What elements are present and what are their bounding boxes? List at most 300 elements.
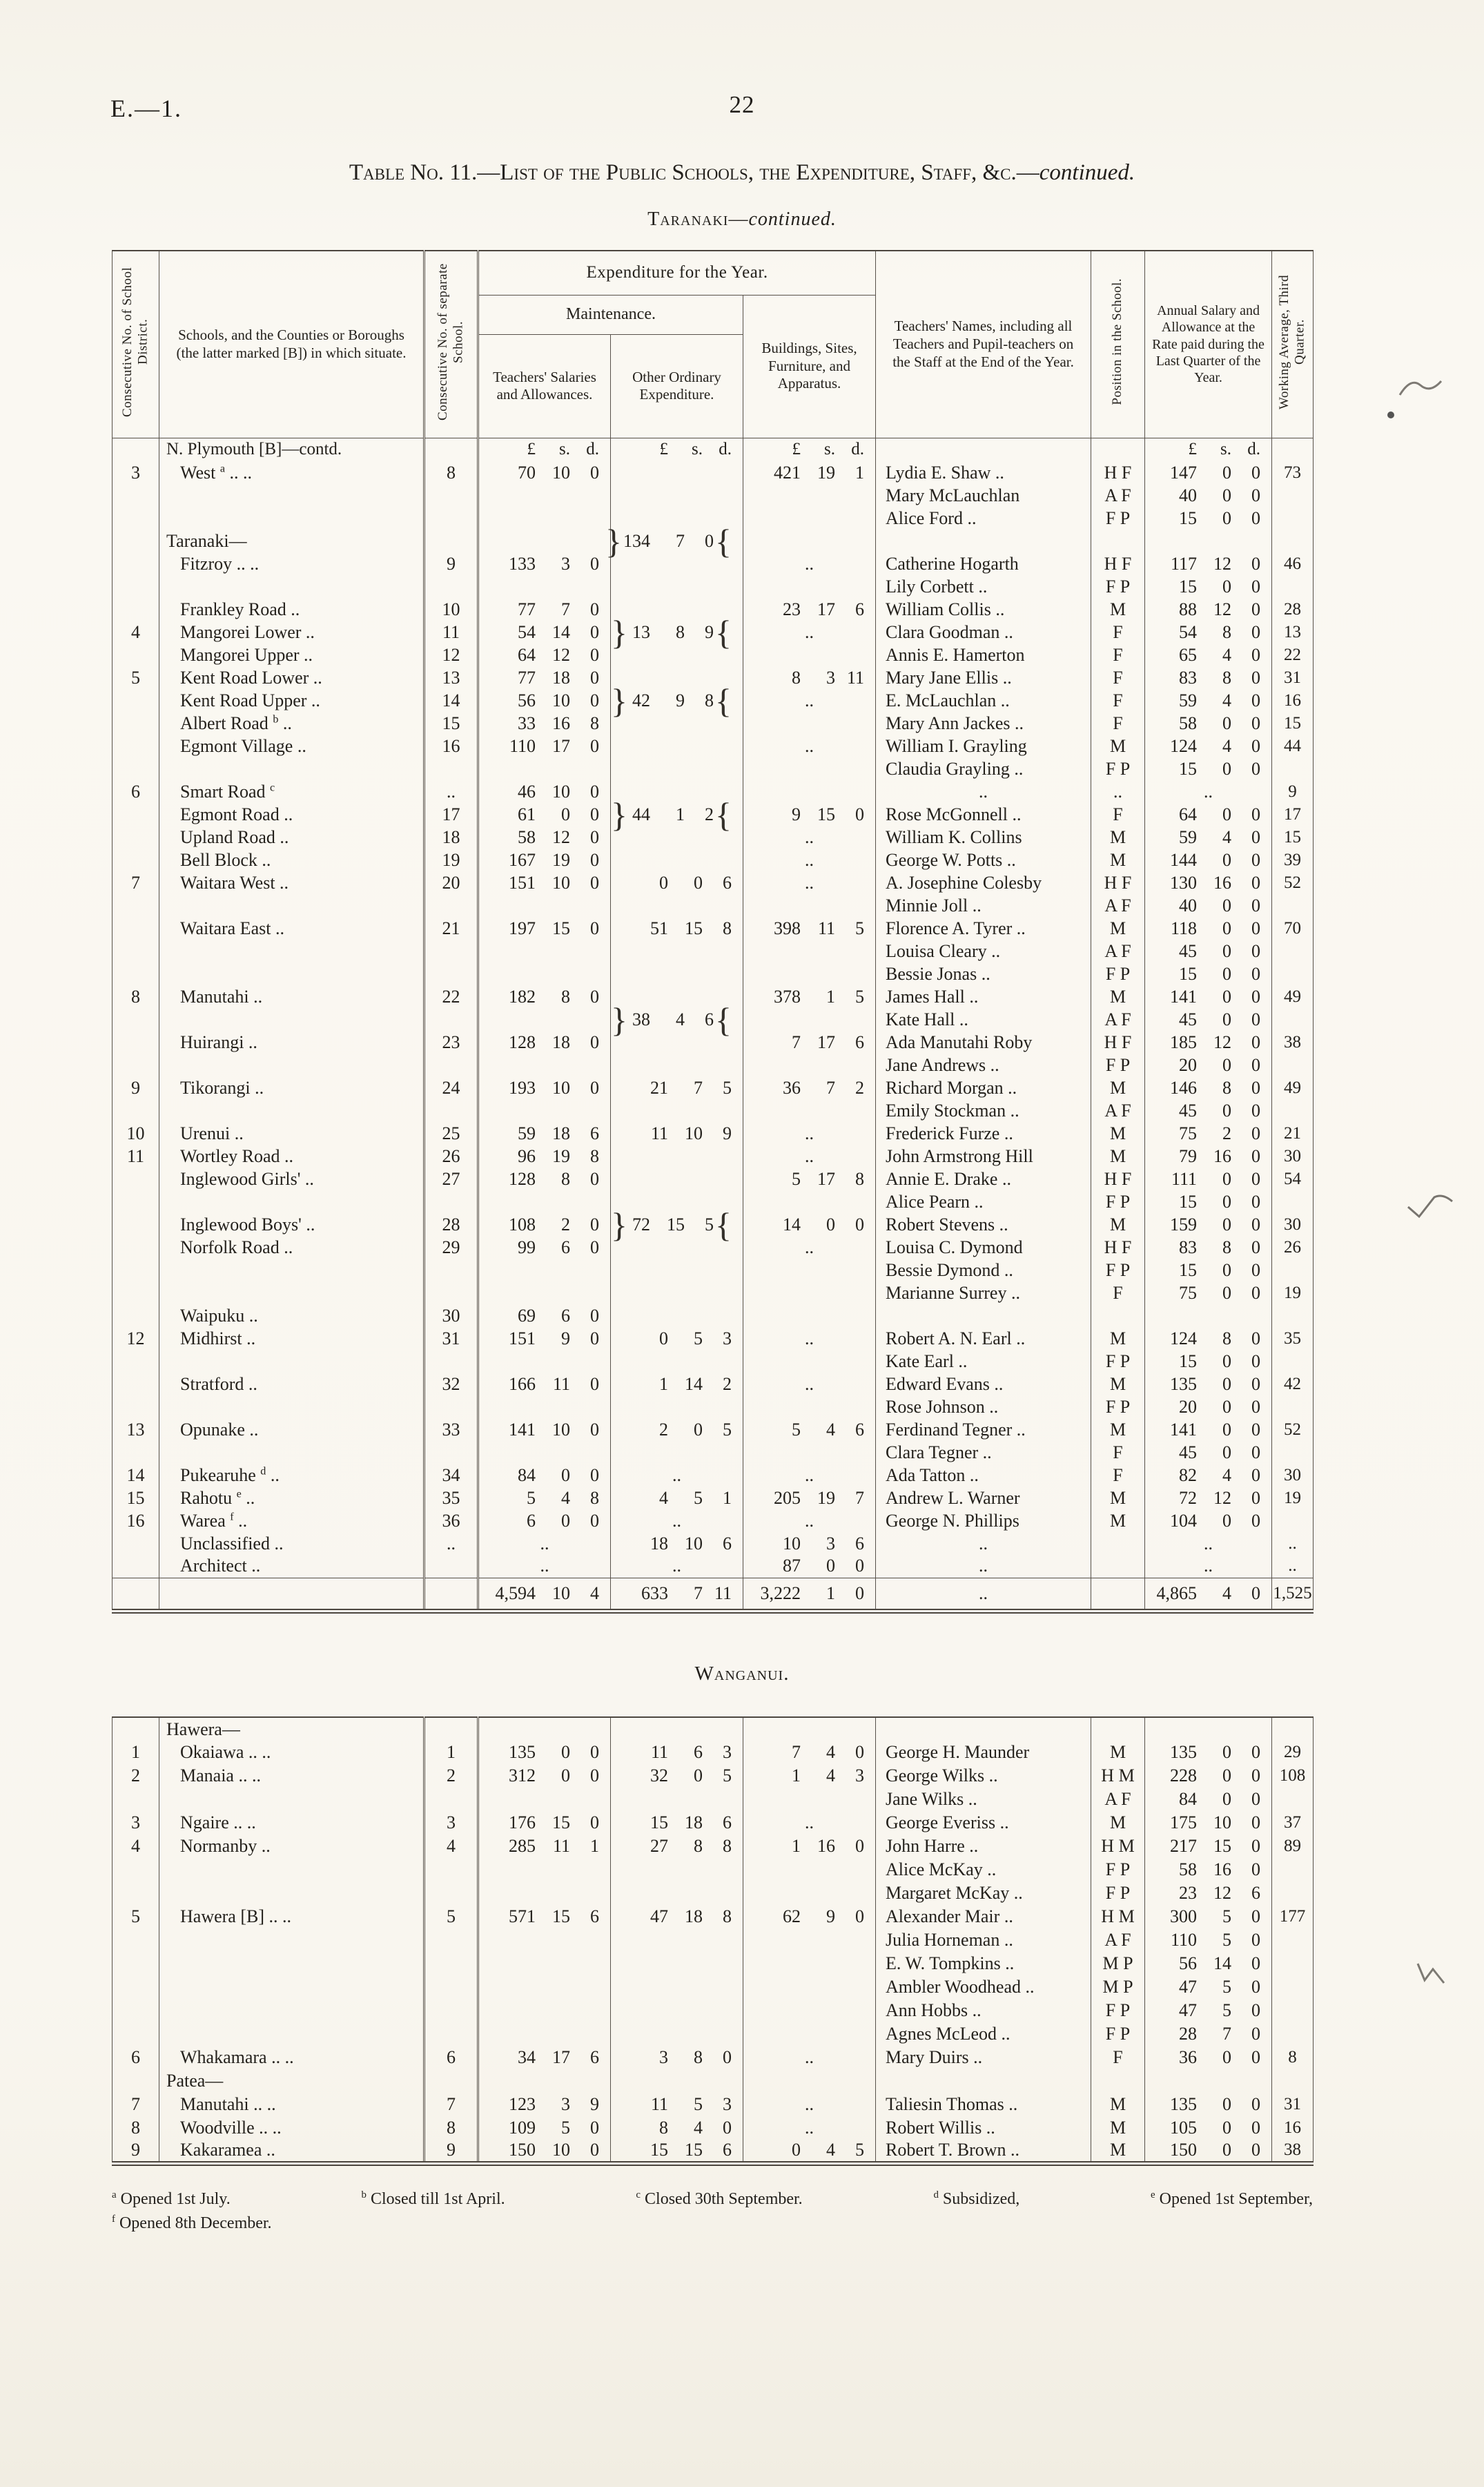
- school-row: [113, 1764, 1314, 1788]
- cell-sal: 135 0 0: [478, 1741, 611, 1764]
- cell-tn: Minnie Joll ..: [876, 894, 1091, 917]
- cell-bld: [743, 1099, 876, 1122]
- school-row: [113, 1555, 1314, 1578]
- footnote: $^d$ Subsidized,: [933, 2189, 1020, 2208]
- teacher-row: [113, 1441, 1314, 1464]
- page-number: 22: [729, 91, 755, 118]
- teacher-row: [113, 1788, 1314, 1811]
- cell-tn: Emily Stockman ..: [876, 1099, 1091, 1122]
- cell-sal: [478, 1952, 611, 1975]
- cell-avg: [1272, 1054, 1314, 1076]
- cell-s: Wortley Road ..: [159, 1145, 424, 1168]
- header-buildings-label: Buildings, Sites, Furniture, and Apparatus.: [761, 340, 857, 392]
- cell-bld: 10 3 6: [743, 1532, 876, 1555]
- cell-asal: [1145, 530, 1272, 552]
- cell-n: 34: [424, 1464, 478, 1487]
- cell-sal: 128 18 0: [478, 1031, 611, 1054]
- teacher-row: [113, 507, 1314, 530]
- cell-sal: [478, 1259, 611, 1281]
- cell-avg: [1272, 575, 1314, 598]
- school-row: [113, 1168, 1314, 1190]
- cell-tn: Annie E. Drake ..: [876, 1168, 1091, 1190]
- cell-d: [113, 575, 159, 598]
- cell-n: 6: [424, 2046, 478, 2069]
- teacher-row: [113, 1952, 1314, 1975]
- cell-bld: ..: [743, 1373, 876, 1395]
- cell-bld: [743, 575, 876, 598]
- cell-d: [113, 1236, 159, 1259]
- cell-tn: Robert Stevens ..: [876, 1213, 1091, 1236]
- cell-bld: 7 17 6: [743, 1031, 876, 1054]
- cell-s: Hawera [B] .. ..: [159, 1905, 424, 1928]
- table-title: [0, 160, 1484, 186]
- footnote: $^b$ Closed till 1st April.: [361, 2189, 505, 2208]
- cell-avg: 16: [1272, 2116, 1314, 2140]
- cell-tn: Mary McLauchlan: [876, 484, 1091, 507]
- cell-avg: 21: [1272, 1122, 1314, 1145]
- cell-avg: 30: [1272, 1145, 1314, 1168]
- teacher-row: [113, 1099, 1314, 1122]
- cell-bld: £ s. d.: [743, 438, 876, 461]
- cell-sal: 141 10 0: [478, 1418, 611, 1441]
- header-expenditure: [478, 251, 876, 295]
- teacher-row: [113, 1190, 1314, 1213]
- cell-avg: 52: [1272, 871, 1314, 894]
- footnote: $^c$ Closed 30th September.: [636, 2189, 803, 2208]
- teacher-row: [113, 1281, 1314, 1304]
- cell-tn: John Harre ..: [876, 1835, 1091, 1858]
- cell-n: 18: [424, 826, 478, 849]
- cell-d: [113, 940, 159, 962]
- cell-asal: [1145, 2069, 1272, 2093]
- cell-asal: 20 0 0: [1145, 1395, 1272, 1418]
- cell-s: [159, 1999, 424, 2022]
- school-row: [113, 1835, 1314, 1858]
- cell-n: [424, 1928, 478, 1952]
- cell-bld: [743, 1975, 876, 1999]
- cell-tn: Ann Hobbs ..: [876, 1999, 1091, 2022]
- cell-bld: 14 0 0: [743, 1213, 876, 1236]
- cell-s: Pukearuhe $^d$ ..: [159, 1464, 424, 1487]
- cell-sal: [478, 962, 611, 985]
- cell-sal: 133 3 0: [478, 552, 611, 575]
- table-title-continued: continued.: [1039, 160, 1135, 185]
- cell-d: [113, 826, 159, 849]
- cell-avg: 49: [1272, 985, 1314, 1008]
- cell-avg: 31: [1272, 666, 1314, 689]
- cell-p: F P: [1091, 507, 1145, 530]
- cell-tn: Alexander Mair ..: [876, 1905, 1091, 1928]
- cell-s: Huirangi ..: [159, 1031, 424, 1054]
- cell-s: Waitara West ..: [159, 871, 424, 894]
- cell-avg: [1272, 507, 1314, 530]
- cell-tn: William I. Grayling: [876, 735, 1091, 757]
- cell-sal: [478, 1928, 611, 1952]
- cell-sal: 77 18 0: [478, 666, 611, 689]
- cell-sal: 33 16 8: [478, 712, 611, 735]
- cell-n: 12: [424, 643, 478, 666]
- cell-s: Kent Road Lower ..: [159, 666, 424, 689]
- cell-tn: George N. Phillips: [876, 1509, 1091, 1532]
- cell-n: 22: [424, 985, 478, 1008]
- cell-avg: 26: [1272, 1236, 1314, 1259]
- cell-d: [113, 530, 159, 552]
- cell-asal: 47 5 0: [1145, 1999, 1272, 2022]
- school-row: [113, 712, 1314, 735]
- cell-sal: ..: [478, 1555, 611, 1578]
- cell-sal: 151 10 0: [478, 871, 611, 894]
- cell-bld: 7 4 0: [743, 1741, 876, 1764]
- header-teachers-salaries-label: Teachers' Salaries and Allowances.: [493, 368, 596, 403]
- scan-artifact: [1412, 1959, 1448, 1990]
- cell-bld: ..: [743, 1464, 876, 1487]
- cell-avg: [1272, 1509, 1314, 1532]
- school-row: [113, 1145, 1314, 1168]
- cell-s: Normanby ..: [159, 1835, 424, 1858]
- cell-oth: [611, 1259, 743, 1281]
- cell-bld: 36 7 2: [743, 1076, 876, 1099]
- cell-avg: 19: [1272, 1281, 1314, 1304]
- teacher-row: [113, 1350, 1314, 1373]
- cell-oth: [611, 1441, 743, 1464]
- cell-avg: 13: [1272, 621, 1314, 643]
- cell-p: [1091, 438, 1145, 461]
- cell-asal: 64 0 0: [1145, 803, 1272, 826]
- cell-bld: [743, 643, 876, 666]
- cell-avg: [1272, 484, 1314, 507]
- cell-tn: [876, 1304, 1091, 1327]
- footnotes: [112, 2190, 1313, 2233]
- school-row: [113, 552, 1314, 575]
- header-position: [1091, 251, 1145, 438]
- cell-oth: [611, 1952, 743, 1975]
- cell-p: [1091, 1532, 1145, 1555]
- cell-asal: 147 0 0: [1145, 461, 1272, 484]
- cell-sal: [478, 1788, 611, 1811]
- cell-d: 6: [113, 780, 159, 803]
- footnote: $^e$ Opened 1st September,: [1151, 2189, 1313, 2208]
- cell-d: [113, 484, 159, 507]
- cell-n: 9: [424, 552, 478, 575]
- cell-sal: 70 10 0: [478, 461, 611, 484]
- cell-oth: [611, 1975, 743, 1999]
- cell-p: F P: [1091, 1999, 1145, 2022]
- cell-tn: Julia Horneman ..: [876, 1928, 1091, 1952]
- cell-tn: Lydia E. Shaw ..: [876, 461, 1091, 484]
- cell-sal: 61 0 0: [478, 803, 611, 826]
- cell-d: [113, 598, 159, 621]
- header-buildings: [743, 295, 876, 438]
- cell-d: [113, 1788, 159, 1811]
- cell-sal: 56 10 0: [478, 689, 611, 712]
- cell-sal: 110 17 0: [478, 735, 611, 757]
- school-row: [113, 1905, 1314, 1928]
- cell-avg: 52: [1272, 1418, 1314, 1441]
- teacher-row: [113, 894, 1314, 917]
- cell-s: [159, 962, 424, 985]
- cell-p: M: [1091, 1373, 1145, 1395]
- cell-asal: 141 0 0: [1145, 985, 1272, 1008]
- cell-p: F: [1091, 2046, 1145, 2069]
- cell-p: M: [1091, 1213, 1145, 1236]
- cell-bld: 8 3 11: [743, 666, 876, 689]
- cell-sal: 99 6 0: [478, 1236, 611, 1259]
- teacher-row: [113, 1395, 1314, 1418]
- cell-n: [424, 940, 478, 962]
- cell-n: 33: [424, 1418, 478, 1441]
- cell-d: 5: [113, 666, 159, 689]
- cell-avg: [1272, 757, 1314, 780]
- cell-p: H F: [1091, 871, 1145, 894]
- cell-tn: Ferdinand Tegner ..: [876, 1418, 1091, 1441]
- cell-asal: 15 0 0: [1145, 575, 1272, 598]
- cell-d: [113, 507, 159, 530]
- cell-s: Okaiawa .. ..: [159, 1741, 424, 1764]
- cell-bld: ..: [743, 849, 876, 871]
- cell-p: M: [1091, 2140, 1145, 2163]
- cell-sal: [478, 1881, 611, 1905]
- cell-tn: Clara Tegner ..: [876, 1441, 1091, 1464]
- cell-p: F: [1091, 1281, 1145, 1304]
- header-teachers-names-label: Teachers' Names, including all Teachers and Pupil-teachers on the Staff at the End of the Year.: [892, 318, 1074, 370]
- cell-p: ..: [1091, 780, 1145, 803]
- cell-bld: 0 4 5: [743, 2140, 876, 2163]
- cell-n: [424, 1395, 478, 1418]
- cell-sal: [478, 507, 611, 530]
- school-row: [113, 2046, 1314, 2069]
- cell-tn: Kate Earl ..: [876, 1350, 1091, 1373]
- cell-oth: [611, 1717, 743, 1741]
- cell-asal: 159 0 0: [1145, 1213, 1272, 1236]
- cell-bld: [743, 1259, 876, 1281]
- cell-d: [113, 438, 159, 461]
- cell-p: H M: [1091, 1764, 1145, 1788]
- cell-p: M: [1091, 1487, 1145, 1509]
- cell-d: [113, 757, 159, 780]
- cell-bld: ..: [743, 1327, 876, 1350]
- cell-n: [424, 530, 478, 552]
- cell-avg: [1272, 1858, 1314, 1881]
- cell-bld: [743, 507, 876, 530]
- cell-d: 10: [113, 1122, 159, 1145]
- cell-n: [424, 1717, 478, 1741]
- cell-bld: 398 11 5: [743, 917, 876, 940]
- cell-asal: 15 0 0: [1145, 507, 1272, 530]
- cell-avg: [1272, 1304, 1314, 1327]
- cell-sal: 69 6 0: [478, 1304, 611, 1327]
- cell-asal: 45 0 0: [1145, 940, 1272, 962]
- cell-tn: ..: [876, 1578, 1091, 1611]
- cell-s: Mangorei Upper ..: [159, 643, 424, 666]
- cell-s: N. Plymouth [B]—contd.: [159, 438, 424, 461]
- cell-s: West $^a$ .. ..: [159, 461, 424, 484]
- header-position-label: Position in the School.: [1110, 278, 1125, 405]
- cell-p: A F: [1091, 1788, 1145, 1811]
- cell-sal: [478, 1858, 611, 1881]
- cell-d: 9: [113, 1076, 159, 1099]
- cell-sal: 77 7 0: [478, 598, 611, 621]
- cell-tn: Alice McKay ..: [876, 1858, 1091, 1881]
- cell-oth: 32 0 5: [611, 1764, 743, 1788]
- cell-bld: ..: [743, 1236, 876, 1259]
- school-row: [113, 1532, 1314, 1555]
- cell-p: H M: [1091, 1905, 1145, 1928]
- group-row: [113, 2069, 1314, 2093]
- school-row: [113, 1031, 1314, 1054]
- cell-s: Manutahi ..: [159, 985, 424, 1008]
- cell-s: Inglewood Boys' ..: [159, 1213, 424, 1236]
- cell-d: [113, 1350, 159, 1373]
- cell-avg: 70: [1272, 917, 1314, 940]
- cell-s: Whakamara .. ..: [159, 2046, 424, 2069]
- cell-bld: ..: [743, 1145, 876, 1168]
- cell-d: [113, 1373, 159, 1395]
- cell-bld: [743, 1008, 876, 1031]
- cell-oth: [611, 940, 743, 962]
- cell-bld: [743, 1281, 876, 1304]
- cell-tn: Mary Ann Jackes ..: [876, 712, 1091, 735]
- cell-p: F P: [1091, 1259, 1145, 1281]
- cell-oth: [611, 1858, 743, 1881]
- cell-p: F: [1091, 712, 1145, 735]
- cell-d: [113, 894, 159, 917]
- cell-d: [113, 1213, 159, 1236]
- school-row: [113, 1741, 1314, 1764]
- school-row: [113, 1122, 1314, 1145]
- wanganui-table: [112, 1716, 1314, 2166]
- cell-d: [113, 1259, 159, 1281]
- school-row: [113, 2093, 1314, 2116]
- cell-sal: [478, 1717, 611, 1741]
- cell-sal: [478, 894, 611, 917]
- cell-tn: ..: [876, 1532, 1091, 1555]
- cell-bld: [743, 780, 876, 803]
- cell-d: [113, 1395, 159, 1418]
- cell-sal: [478, 1975, 611, 1999]
- cell-s: Inglewood Girls' ..: [159, 1168, 424, 1190]
- cell-p: M: [1091, 1122, 1145, 1145]
- cell-p: M: [1091, 2116, 1145, 2140]
- cell-p: M: [1091, 1509, 1145, 1532]
- cell-sal: 46 10 0: [478, 780, 611, 803]
- cell-tn: George W. Potts ..: [876, 849, 1091, 871]
- cell-p: M P: [1091, 1952, 1145, 1975]
- cell-sal: 312 0 0: [478, 1764, 611, 1788]
- cell-n: 14: [424, 689, 478, 712]
- cell-avg: 30: [1272, 1213, 1314, 1236]
- cell-bld: [743, 484, 876, 507]
- cell-sal: 96 19 8: [478, 1145, 611, 1168]
- cell-asal: 228 0 0: [1145, 1764, 1272, 1788]
- cell-asal: 83 8 0: [1145, 666, 1272, 689]
- cell-d: 3: [113, 461, 159, 484]
- cell-tn: Kate Hall ..: [876, 1008, 1091, 1031]
- cell-asal: 28 7 0: [1145, 2022, 1272, 2046]
- cell-oth: [611, 1395, 743, 1418]
- header-district-no: [113, 251, 159, 438]
- cell-asal: 47 5 0: [1145, 1975, 1272, 1999]
- cell-bld: ..: [743, 1811, 876, 1835]
- cell-s: Midhirst ..: [159, 1327, 424, 1350]
- cell-bld: ..: [743, 2116, 876, 2140]
- cell-p: [1091, 2069, 1145, 2093]
- cell-d: 15: [113, 1487, 159, 1509]
- cell-p: A F: [1091, 1099, 1145, 1122]
- cell-sal: [478, 2069, 611, 2093]
- cell-s: Warea $^f$ ..: [159, 1509, 424, 1532]
- cell-d: [113, 1928, 159, 1952]
- cell-avg: [1272, 962, 1314, 985]
- cell-n: [424, 1441, 478, 1464]
- cell-s: Manutahi .. ..: [159, 2093, 424, 2116]
- cell-d: 16: [113, 1509, 159, 1532]
- cell-tn: ..: [876, 780, 1091, 803]
- cell-n: 35: [424, 1487, 478, 1509]
- cell-d: [113, 1578, 159, 1611]
- cell-avg: 44: [1272, 735, 1314, 757]
- cell-d: 4: [113, 621, 159, 643]
- cell-oth: [611, 1304, 743, 1327]
- cell-s: [159, 1952, 424, 1975]
- cell-p: M: [1091, 735, 1145, 757]
- cell-p: [1091, 1578, 1145, 1611]
- cell-oth: 11 6 3: [611, 1741, 743, 1764]
- cell-sal: 182 8 0: [478, 985, 611, 1008]
- cell-oth: 1 14 2: [611, 1373, 743, 1395]
- cell-avg: [1272, 1350, 1314, 1373]
- cell-tn: [876, 530, 1091, 552]
- school-row: [113, 689, 1314, 712]
- cell-asal: 59 4 0: [1145, 689, 1272, 712]
- cell-n: [424, 1975, 478, 1999]
- cell-avg: ..: [1272, 1555, 1314, 1578]
- cell-p: F: [1091, 666, 1145, 689]
- cell-sal: ..: [478, 1532, 611, 1555]
- cell-oth: [611, 1145, 743, 1168]
- cell-oth: 27 8 8: [611, 1835, 743, 1858]
- cell-sal: [478, 940, 611, 962]
- cell-avg: 22: [1272, 643, 1314, 666]
- cell-d: 5: [113, 1905, 159, 1928]
- cell-bld: 62 9 0: [743, 1905, 876, 1928]
- teacher-row: [113, 484, 1314, 507]
- cell-d: 9: [113, 2140, 159, 2163]
- school-row: [113, 803, 1314, 826]
- cell-avg: 73: [1272, 461, 1314, 484]
- cell-asal: 58 0 0: [1145, 712, 1272, 735]
- scan-artifact: [1387, 412, 1394, 418]
- cell-avg: 108: [1272, 1764, 1314, 1788]
- cell-avg: 49: [1272, 1076, 1314, 1099]
- school-row: [113, 461, 1314, 484]
- cell-tn: Bessie Jonas ..: [876, 962, 1091, 985]
- cell-d: [113, 1099, 159, 1122]
- cell-bld: 378 1 5: [743, 985, 876, 1008]
- cell-asal: 117 12 0: [1145, 552, 1272, 575]
- taranaki-table-header: [113, 251, 1314, 438]
- cell-sal: 151 9 0: [478, 1327, 611, 1350]
- cell-d: [113, 917, 159, 940]
- header-teachers-names: [876, 251, 1091, 438]
- cell-avg: [1272, 438, 1314, 461]
- cell-tn: Edward Evans ..: [876, 1373, 1091, 1395]
- cell-n: [424, 2069, 478, 2093]
- cell-asal: ..: [1145, 1532, 1272, 1555]
- cell-avg: [1272, 1717, 1314, 1741]
- cell-asal: ..: [1145, 780, 1272, 803]
- cell-avg: 39: [1272, 849, 1314, 871]
- cell-d: [113, 1281, 159, 1304]
